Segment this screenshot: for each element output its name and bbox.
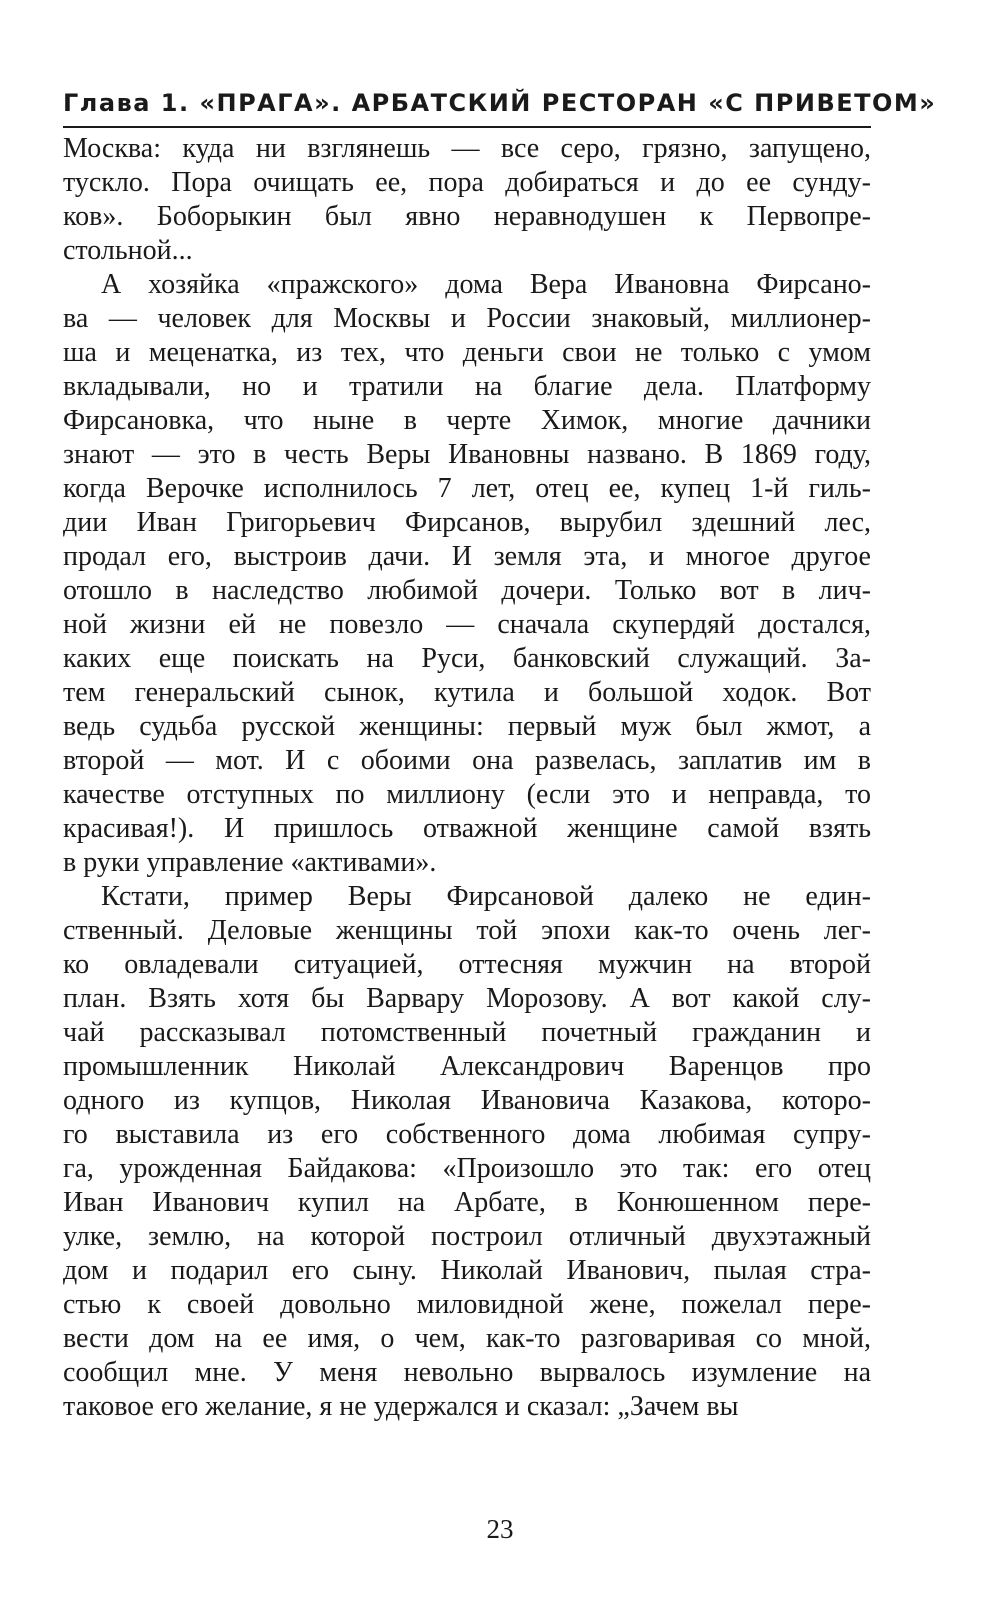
body-text — [63, 132, 871, 1424]
text-line: ведь судьба русской женщины: первый муж был жмот, а — [63, 711, 871, 742]
page-number: 23 — [486, 1514, 514, 1544]
paragraph — [63, 132, 871, 268]
text-line: улке, землю, на которой построил отличный двухэтажный — [63, 1221, 871, 1252]
text-line: дом и подарил его сыну. Николай Иванович, пылая стра- — [63, 1255, 871, 1286]
text-line: Фирсановка, что ныне в черте Химок, многие дачники — [63, 405, 871, 436]
text-line: ва — человек для Москвы и России знаковый, миллионер- — [63, 303, 871, 334]
text-line: промышленник Николай Александрович Варенцов про — [63, 1051, 871, 1082]
text-line: план. Взять хотя бы Варвару Морозову. А вот какой слу- — [63, 983, 871, 1014]
text-line: А хозяйка «пражского» дома Вера Ивановна Фирсано- — [101, 269, 871, 300]
text-line: Иван Иванович купил на Арбате, в Конюшенном пере- — [63, 1187, 871, 1218]
book-page — [63, 88, 937, 1424]
text-line: стольной... — [63, 235, 193, 266]
text-line: стью к своей довольно миловидной жене, пожелал пере- — [63, 1289, 871, 1320]
text-line: ственный. Деловые женщины той эпохи как-то очень лег- — [63, 915, 871, 946]
text-line: тускло. Пора очищать ее, пора добираться и до ее сунду- — [63, 167, 871, 198]
text-line: второй — мот. И с обоими она развелась, заплатив им в — [63, 745, 871, 776]
text-line: когда Верочке исполнилось 7 лет, отец ее, купец 1-й гиль- — [63, 473, 871, 504]
text-line: качестве отступных по миллиону (если это и неправда, то — [63, 779, 871, 810]
text-line: ной жизни ей не повезло — сначала скупердяй достался, — [63, 609, 871, 640]
text-line: сообщил мне. У меня невольно вырвалось изумление на — [63, 1357, 871, 1388]
text-line: Москва: куда ни взглянешь — все серо, грязно, запущено, — [63, 133, 871, 164]
text-line: вести дом на ее имя, о чем, как-то разговаривая со мной, — [63, 1323, 871, 1354]
text-line: дии Иван Григорьевич Фирсанов, вырубил здешний лес, — [63, 507, 871, 538]
running-head: Глава 1. «ПРАГА». АРБАТСКИЙ РЕСТОРАН «С ПРИВЕТОМ» — [63, 88, 871, 128]
text-line: красивая!). И пришлось отважной женщине самой взять — [63, 813, 871, 844]
text-line: таковое его желание, я не удержался и сказал: „Зачем вы — [63, 1391, 739, 1422]
text-line: Кстати, пример Веры Фирсановой далеко не един- — [101, 881, 871, 912]
text-line: га, урожденная Байдакова: «Произошло это так: его отец — [63, 1153, 871, 1184]
text-line: одного из купцов, Николая Ивановича Казакова, которо- — [63, 1085, 871, 1116]
text-line: знают — это в честь Веры Ивановны названо. В 1869 году, — [63, 439, 871, 470]
text-line: каких еще поискать на Руси, банковский служащий. За- — [63, 643, 871, 674]
paragraph — [63, 268, 871, 880]
text-line: отошло в наследство любимой дочери. Только вот в лич- — [63, 575, 871, 606]
text-line: продал его, выстроив дачи. И земля эта, и многое другое — [63, 541, 871, 572]
text-line: го выставила из его собственного дома любимая супру- — [63, 1119, 871, 1150]
paragraph — [63, 880, 871, 1424]
text-line: вкладывали, но и тратили на благие дела. Платформу — [63, 371, 871, 402]
text-line: в руки управление «активами». — [63, 847, 437, 878]
text-line: ша и меценатка, из тех, что деньги свои не только с умом — [63, 337, 871, 368]
text-line: ко овладевали ситуацией, оттесняя мужчин на второй — [63, 949, 871, 980]
text-line: ков». Боборыкин был явно неравнодушен к Первопре- — [63, 201, 871, 232]
text-line: тем генеральский сынок, кутила и большой ходок. Вот — [63, 677, 871, 708]
text-line: чай рассказывал потомственный почетный гражданин и — [63, 1017, 871, 1048]
